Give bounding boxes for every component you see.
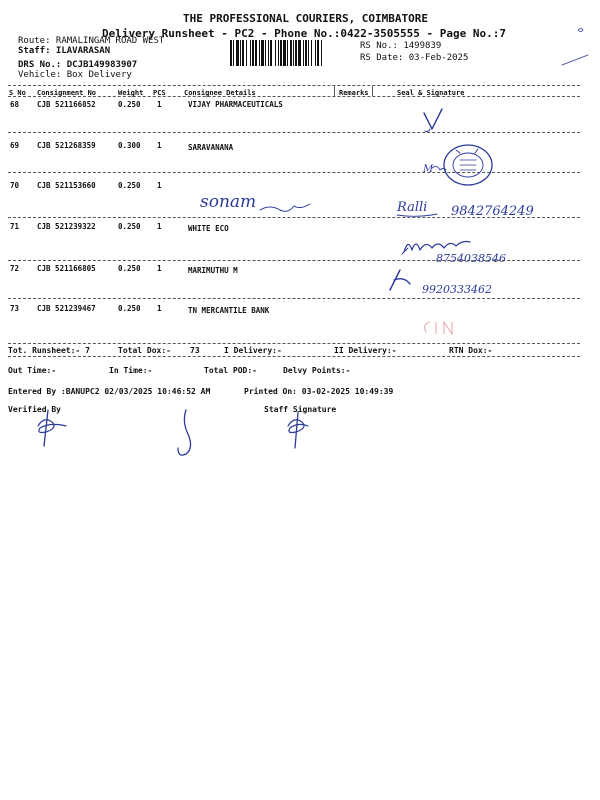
- barcode-bar: [246, 40, 247, 66]
- barcode-bar: [252, 40, 254, 66]
- row-weight: 0.300: [118, 141, 141, 150]
- barcode-bar: [295, 40, 297, 66]
- barcode-bar: [283, 40, 286, 66]
- row-consignment: CJB 521239467: [37, 304, 96, 313]
- printed-on: Printed On: 03-02-2025 10:49:39: [244, 387, 394, 396]
- drs-number: DRS No.: DCJB149983907: [18, 60, 138, 70]
- row-consignee: WHITE ECO: [188, 224, 229, 233]
- row-consignment: CJB 521166805: [37, 264, 96, 273]
- row-consignment: CJB 521153660: [37, 181, 96, 190]
- barcode-bar: [233, 40, 234, 66]
- ii-delivery: II Delivery:-: [334, 346, 397, 355]
- row-pcs: 1: [157, 222, 162, 231]
- row-weight: 0.250: [118, 222, 141, 231]
- remarks-divider: [334, 86, 335, 96]
- row-pcs: 1: [157, 181, 162, 190]
- handwritten-name-row70: [198, 188, 318, 218]
- barcode-bar: [298, 40, 301, 66]
- row-weight: 0.250: [118, 304, 141, 313]
- barcode-bar: [240, 40, 241, 66]
- office-stamp: [420, 140, 500, 190]
- handwritten-sign-row71: [400, 228, 560, 268]
- rs-date: RS Date: 03-Feb-2025: [360, 53, 469, 63]
- signer-phone: 9842764249: [451, 204, 534, 219]
- signer-phone: 8754038546: [436, 252, 506, 265]
- col-pcs: PCS: [153, 89, 166, 97]
- col-consignment: Consignment No: [37, 89, 97, 97]
- vehicle: Vehicle: Box Delivery: [18, 70, 132, 80]
- barcode-bar: [278, 40, 279, 66]
- col-remarks: Remarks: [339, 89, 369, 97]
- row-consignment: CJB 521166852: [37, 100, 96, 109]
- col-sno: S No: [9, 89, 26, 97]
- entered-by: Entered By :BANUPC2 02/03/2025 10:46:52 AM: [8, 387, 211, 396]
- i-delivery: I Delivery:-: [224, 346, 282, 355]
- row-consignee: MARIMUTHU M: [188, 266, 238, 275]
- footer-rule: [8, 356, 580, 357]
- row-pcs: 1: [157, 100, 162, 109]
- staff-signature: [282, 410, 322, 450]
- staff: Staff: ILAVARASAN: [18, 46, 111, 56]
- col-consignee: Consignee Details: [184, 89, 256, 97]
- in-time: In Time:-: [109, 366, 153, 375]
- middle-signature: [172, 408, 202, 458]
- row-sno: 71: [10, 222, 20, 231]
- tot-runsheet: Tot. Runsheet:- 7: [8, 346, 90, 355]
- barcode-bar: [315, 40, 316, 66]
- barcode-bar: [230, 40, 232, 66]
- barcode-bar: [293, 40, 294, 66]
- row-pcs: 1: [157, 141, 162, 150]
- rtn-dox: RTN Dox:-: [449, 346, 493, 355]
- handwritten-sign-row72: [384, 266, 554, 298]
- row-sno: 73: [10, 304, 20, 313]
- row-pcs: 1: [157, 264, 162, 273]
- barcode-bar: [270, 40, 272, 66]
- company-title: THE PROFESSIONAL COURIERS, COIMBATORE: [183, 12, 429, 25]
- handwritten-name: sonam: [200, 192, 257, 212]
- row-sno: 69: [10, 141, 20, 150]
- col-weight: Weight: [118, 89, 144, 97]
- barcode-bar: [303, 40, 304, 66]
- barcode-bar: [250, 40, 251, 66]
- row-consignment: CJB 521268359: [37, 141, 96, 150]
- signer-name: Ralli: [397, 200, 428, 215]
- barcode-bar: [290, 40, 292, 66]
- row-weight: 0.250: [118, 264, 141, 273]
- row-consignee: VIJAY PHARMACEUTICALS: [188, 100, 283, 109]
- barcode-bar: [311, 40, 312, 66]
- stamp-letter: M: [423, 164, 434, 175]
- row-consignee: SARAVANANA: [188, 143, 234, 152]
- delvy-points: Delvy Points:-: [283, 366, 351, 375]
- barcode-bar: [317, 40, 319, 66]
- verified-signature: [30, 408, 80, 448]
- barcode-bar: [242, 40, 244, 66]
- row-sno: 72: [10, 264, 20, 273]
- row-weight: 0.250: [118, 100, 141, 109]
- total-dox-label: Total Dox:-: [118, 346, 171, 355]
- out-time: Out Time:-: [8, 366, 57, 375]
- row-pcs: 1: [157, 304, 162, 313]
- row-sno: 70: [10, 181, 20, 190]
- signature-row68: [420, 105, 450, 135]
- row-consignee: TN MERCANTILE BANK: [188, 306, 270, 315]
- faint-stamp-mark: [420, 318, 460, 338]
- barcode-bar: [261, 40, 264, 66]
- row-weight: 0.250: [118, 181, 141, 190]
- barcode-bar: [305, 40, 307, 66]
- runsheet-title: Delivery Runsheet - PC2 - Phone No.:0422-3505555 - Page No.:7: [102, 27, 506, 40]
- barcode-bar: [308, 40, 309, 66]
- barcode-bar: [268, 40, 269, 66]
- verified-by: Verified By: [8, 405, 61, 414]
- row-rule: [8, 132, 580, 133]
- barcode-bar: [265, 40, 266, 66]
- barcode-bar: [255, 40, 257, 66]
- total-pod: Total POD:-: [204, 366, 257, 375]
- row-consignment: CJB 521239322: [37, 222, 96, 231]
- staff-signature-label: Staff Signature: [264, 405, 337, 414]
- col-seal: Seal & Signature: [397, 89, 465, 97]
- route: Route: RAMALINGAM ROAD WEST: [18, 36, 165, 46]
- barcode: [230, 40, 348, 66]
- barcode-bar: [280, 40, 282, 66]
- table-bottom-rule: [8, 343, 580, 344]
- rs-number: RS No.: 1499839: [360, 41, 442, 51]
- barcode-bar: [236, 40, 239, 66]
- table-top-rule: [8, 85, 580, 86]
- handwritten-sign-row70: [395, 193, 565, 223]
- barcode-bar: [259, 40, 260, 66]
- total-dox-value: 73: [190, 346, 200, 355]
- barcode-bar: [275, 40, 276, 66]
- seal-divider: [372, 86, 373, 96]
- row-rule: [8, 298, 580, 299]
- signer-phone: 9920333462: [422, 283, 492, 296]
- barcode-bar: [321, 40, 322, 66]
- row-sno: 68: [10, 100, 20, 109]
- barcode-bar: [287, 40, 288, 66]
- corner-scribble: [560, 25, 590, 70]
